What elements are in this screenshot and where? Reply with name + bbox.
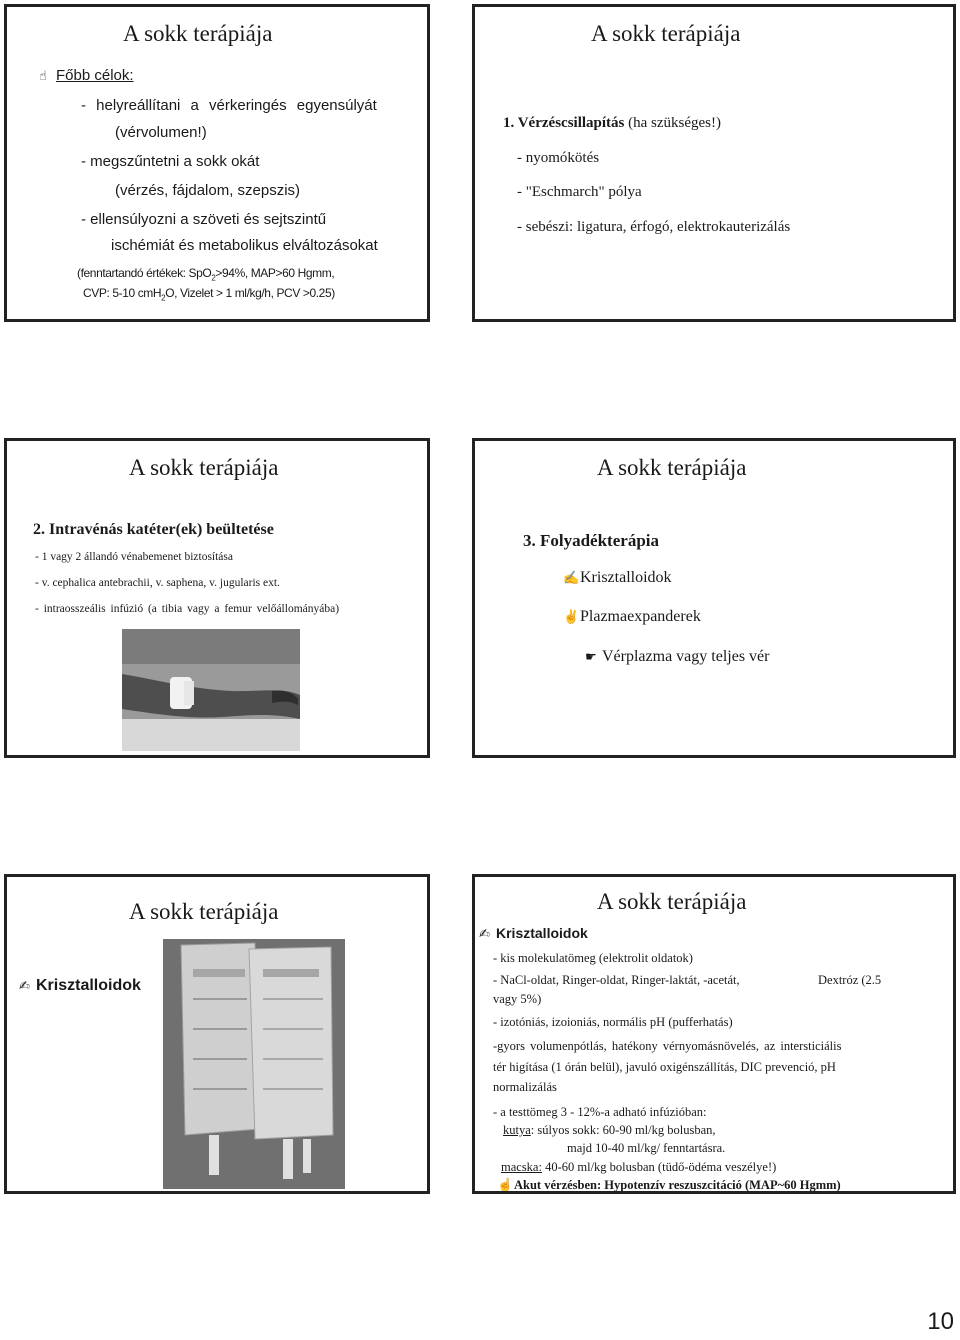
- crystalloid-line-6: tér higítása (1 órán belül), javuló oxigénszállítás, DIC prevenció, pH: [493, 1060, 836, 1074]
- target-values-line-1: [77, 266, 334, 282]
- subscript: 2: [211, 273, 216, 283]
- slide-title: A sokk terápiája: [597, 455, 747, 480]
- target-values-text: >94%, MAP>60 Hgmm,: [215, 266, 335, 280]
- hand-victory-icon: ✌: [563, 609, 580, 624]
- goal-line-4: (vérzés, fájdalom, szepszis): [115, 182, 301, 199]
- bleeding-item-1: - nyomókötés: [517, 150, 600, 166]
- hand-pointing-icon: ☛: [585, 649, 597, 664]
- hand-writing-icon: ✍: [563, 570, 580, 585]
- catheter-item-2: - v. cephalica antebrachii, v. saphena, v. jugularis ext.: [35, 577, 280, 589]
- acute-bleeding-text: Akut vérzésben: Hypotenzív reszuszcitáció (MAP~60 Hgmm): [514, 1178, 841, 1192]
- slide-6: [472, 874, 956, 1194]
- target-values-text: (fenntartandó értékek: SpO: [77, 266, 212, 280]
- fluid-item-crystalloids: [563, 569, 672, 587]
- cat-label: macska:: [501, 1160, 542, 1174]
- slide-1: [4, 4, 430, 322]
- cat-text: 40-60 ml/kg bolusban (tüdő-ödéma veszélye!): [545, 1160, 777, 1174]
- crystalloid-line-2b: Dextróz (2.5: [818, 973, 882, 987]
- hand-writing-icon: ✍: [19, 978, 30, 993]
- slide-title: A sokk terápiája: [129, 455, 279, 480]
- hand-pointer-icon: ☝: [39, 68, 47, 83]
- crystalloid-line-5: -gyors volumenpótlás, hatékony vérnyomásnövelés, az intersticiális: [493, 1039, 842, 1053]
- crystalloid-line-1: - kis molekulatömeg (elektrolit oldatok): [493, 951, 693, 965]
- bleeding-item-2: - "Eschmarch" pólya: [517, 184, 642, 200]
- bleeding-item-3: - sebészi: ligatura, érfogó, elektrokauterizálás: [517, 219, 791, 235]
- slide-title: A sokk terápiája: [129, 899, 279, 924]
- slide-title: A sokk terápiája: [123, 21, 273, 46]
- slide-3: [4, 438, 430, 758]
- fluid-item-label: Vérplazma vagy teljes vér: [602, 648, 770, 665]
- heading-rest: (ha szükséges!): [628, 115, 722, 131]
- fluid-therapy-heading: 3. Folyadékterápia: [523, 531, 659, 550]
- fluid-item-blood: [585, 648, 769, 666]
- slide-2: [472, 4, 956, 322]
- slide-4: [472, 438, 956, 758]
- goal-line-6: ischémiát és metabolikus elváltozásokat: [111, 237, 378, 254]
- target-values-line-2: [83, 286, 335, 302]
- dog-dosage: [503, 1123, 716, 1138]
- slide-title: A sokk terápiája: [591, 21, 741, 46]
- crystalloid-line-8: - a testtömeg 3 - 12%-a adható infúzióban:: [493, 1105, 707, 1119]
- fluid-item-label: Krisztalloidok: [580, 569, 672, 586]
- crystalloid-line-3: vagy 5%): [493, 992, 542, 1006]
- crystalloid-line-4: - izotóniás, izoioniás, normális pH (pufferhatás): [493, 1015, 733, 1029]
- fluid-item-label: Plazmaexpanderek: [580, 608, 701, 625]
- infusion-bags-illustration: [163, 939, 345, 1189]
- bleeding-control-heading: [503, 115, 721, 132]
- dog-text: : súlyos sokk: 60-90 ml/kg bolusban,: [530, 1123, 716, 1137]
- dog-label: kutya: [503, 1123, 531, 1137]
- target-values-text: O, Vizelet > 1 ml/kg/h, PCV >0.25): [165, 286, 335, 300]
- crystalloids-label-text: Krisztalloidok: [36, 977, 141, 994]
- crystalloid-line-7: normalizálás: [493, 1080, 557, 1094]
- dog-dosage-maintenance: majd 10-40 ml/kg/ fenntartásra.: [567, 1141, 726, 1155]
- goals-heading-label: Főbb célok:: [56, 67, 134, 84]
- catheter-leg-illustration: [122, 629, 300, 751]
- goal-line-3: - megszűntetni a sokk okát: [81, 153, 260, 170]
- infusion-bags-photo: [163, 939, 345, 1189]
- goals-heading: [39, 67, 134, 84]
- page-number: 10: [927, 1308, 954, 1335]
- catheter-leg-photo: [122, 629, 300, 751]
- crystalloids-heading: [479, 925, 588, 942]
- goal-line-1: - helyreállítani a vérkeringés egyensúlyát: [81, 97, 377, 114]
- heading-bold: 1. Vérzéscsillapítás: [503, 115, 625, 131]
- goal-line-5: - ellensúlyozni a szöveti és sejtszintű: [81, 211, 327, 228]
- target-values-text: CVP: 5-10 cmH: [83, 286, 162, 300]
- goal-line-2: (vérvolumen!): [115, 124, 207, 141]
- crystalloid-line-2: - NaCl-oldat, Ringer-oldat, Ringer-laktát, -acetát,: [493, 973, 740, 987]
- catheter-item-1: - 1 vagy 2 állandó vénabemenet biztosítása: [35, 551, 233, 563]
- crystalloids-label: [19, 977, 141, 995]
- catheter-heading: 2. Intravénás katéter(ek) beültetése: [33, 521, 274, 538]
- catheter-item-3: - intraosszeális infúzió (a tibia vagy a femur velőállományába): [35, 603, 340, 615]
- subscript: 2: [161, 293, 166, 303]
- hand-pointer-icon: ☝: [497, 1177, 514, 1192]
- acute-bleeding-note: [497, 1177, 841, 1193]
- slide-title: A sokk terápiája: [597, 889, 747, 914]
- fluid-item-plasma-expanders: [563, 608, 701, 626]
- cat-dosage: [501, 1160, 776, 1175]
- hand-writing-icon: ✍: [479, 926, 490, 941]
- crystalloids-heading-text: Krisztalloidok: [496, 925, 588, 941]
- slide-5: [4, 874, 430, 1194]
